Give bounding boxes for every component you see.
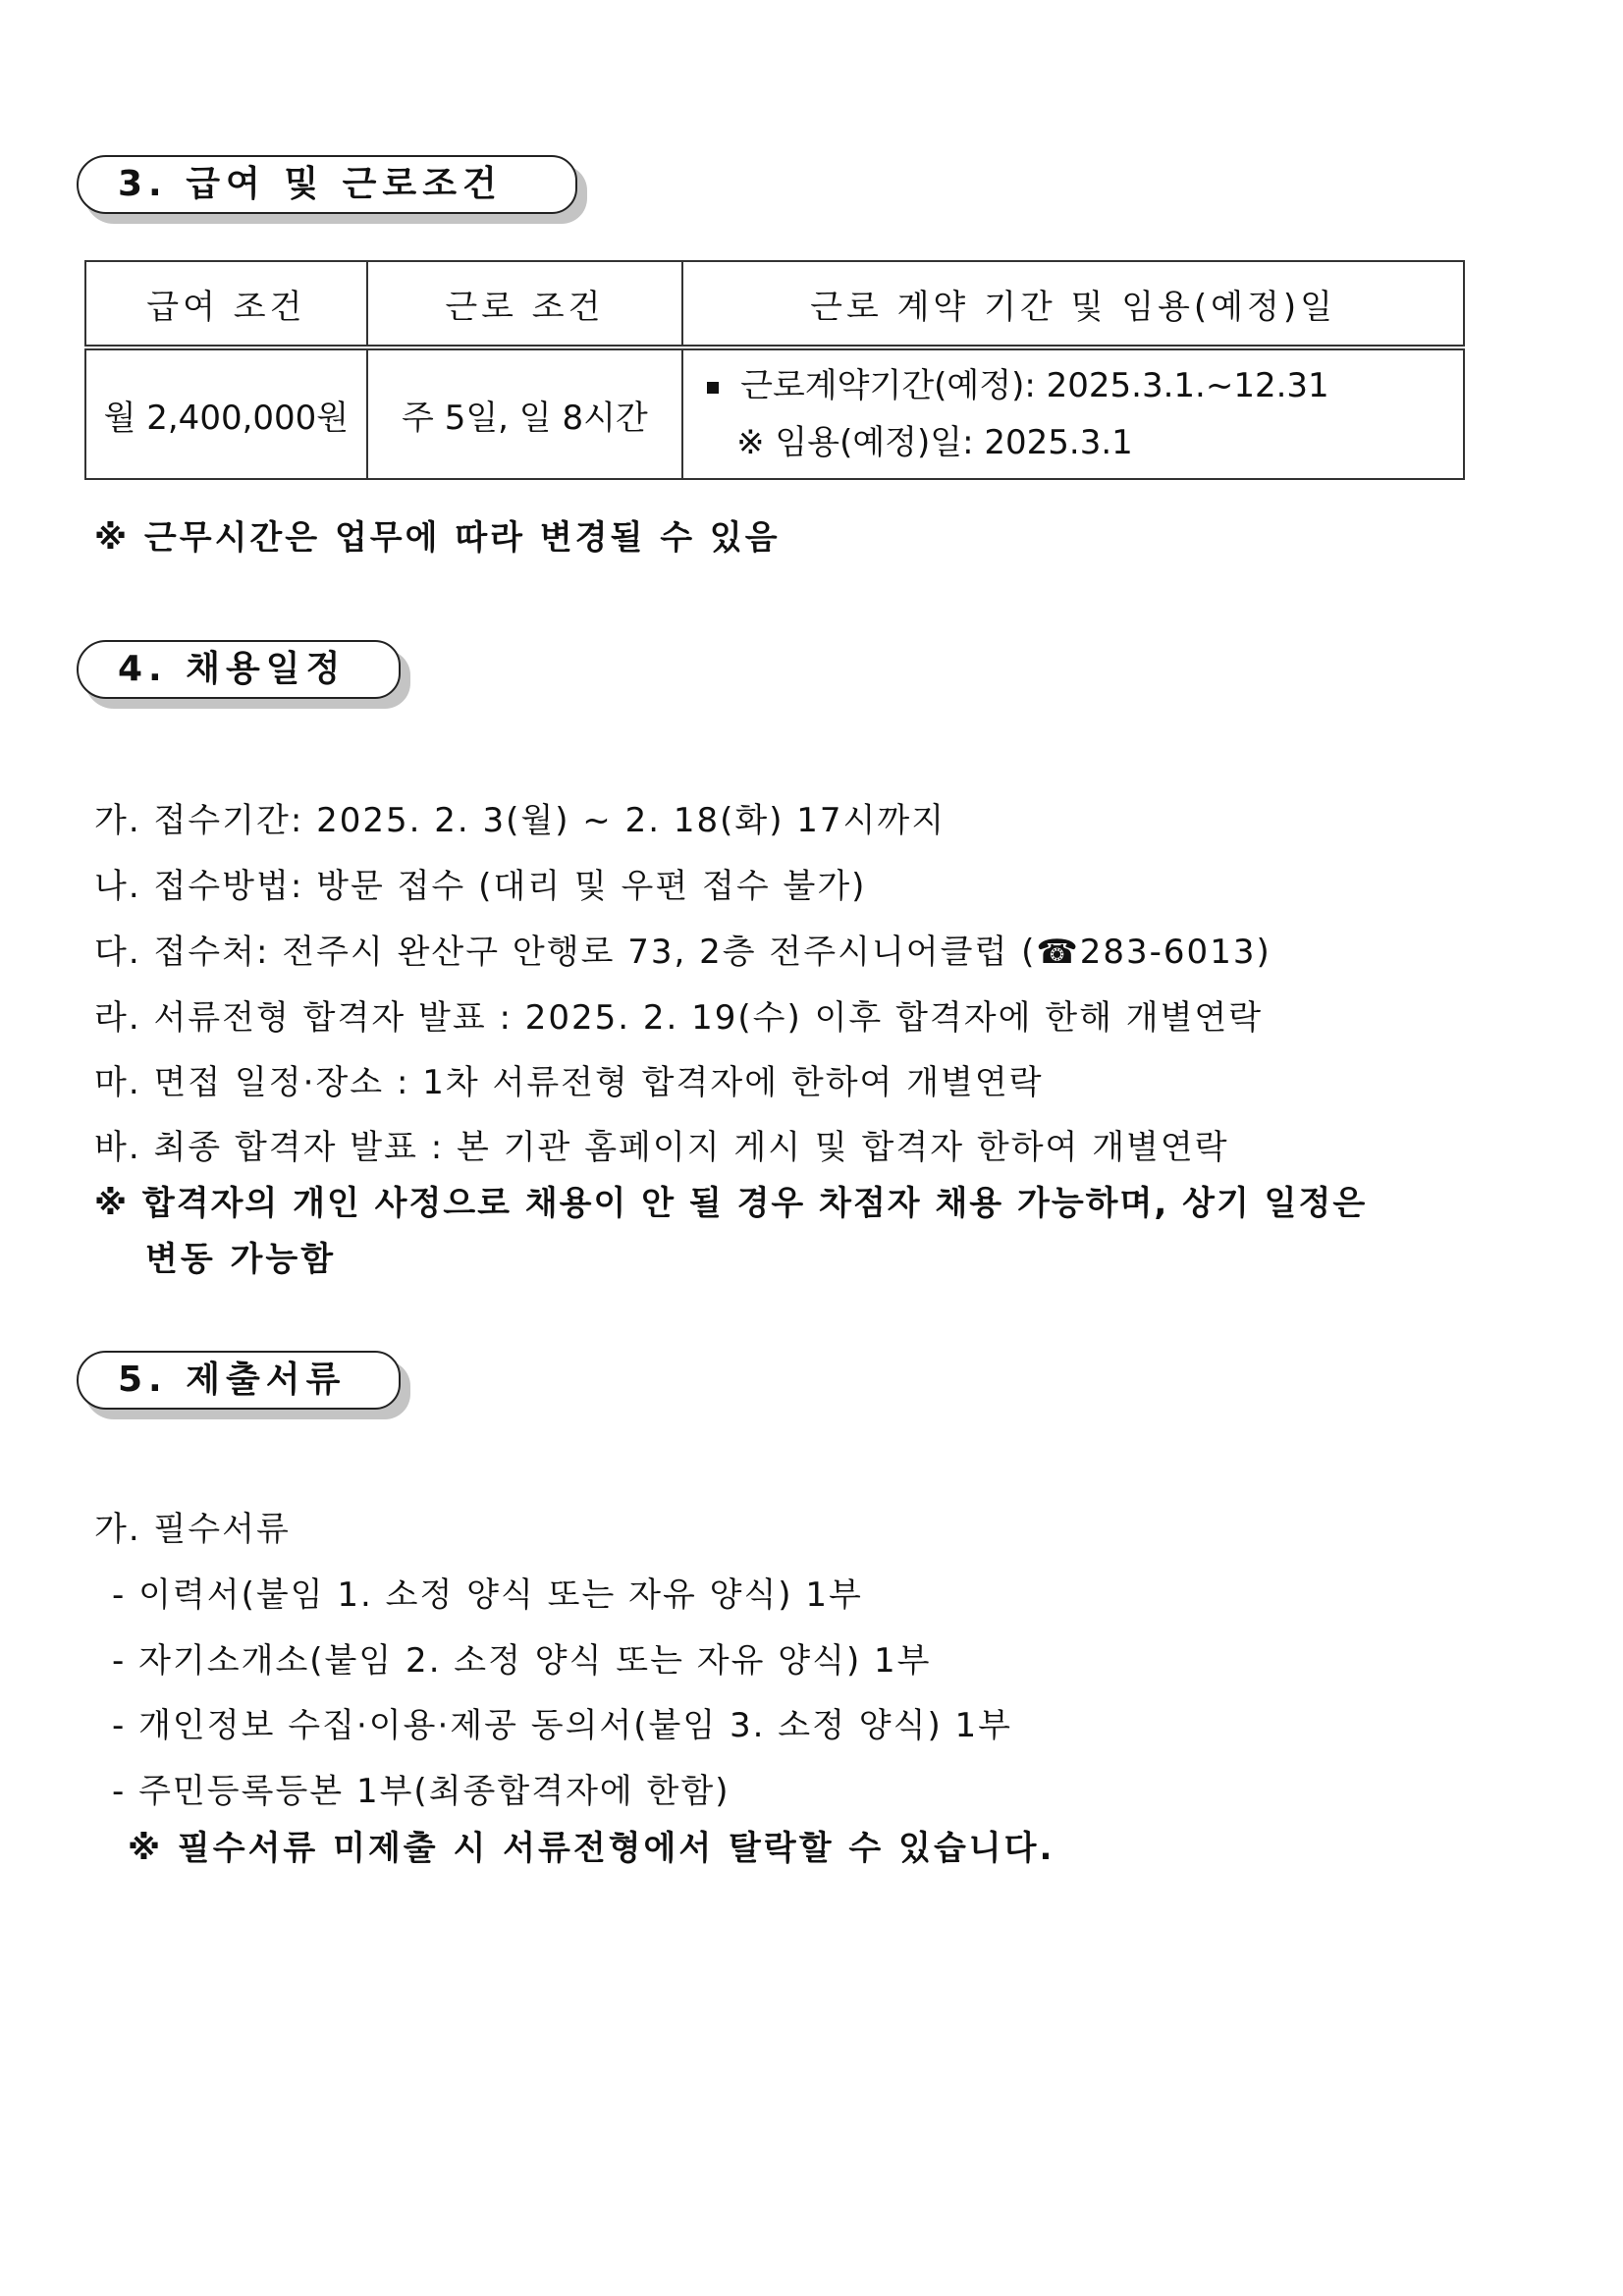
schedule-item: 마. 면접 일정·장소 : 1차 서류전형 합격자에 한하여 개별연락 xyxy=(94,1063,1044,1102)
salary-cell: 월 2,400,000원 xyxy=(85,347,367,479)
required-docs-note: ※ 필수서류 미제출 시 서류전형에서 탈락할 수 있습니다. xyxy=(128,1829,1055,1868)
schedule-item: 라. 서류전형 합격자 발표 : 2025. 2. 19(수) 이후 합격자에 한해 개별연락 xyxy=(94,998,1264,1038)
header-period: 근로 계약 기간 및 임용(예정)일 xyxy=(682,261,1464,347)
table-header-row xyxy=(85,261,1464,347)
section-5-header xyxy=(77,1351,401,1410)
square-bullet-icon xyxy=(707,382,719,394)
work-hours-note: ※ 근무시간은 업무에 따라 변경될 수 있음 xyxy=(94,518,781,558)
conditions-table xyxy=(84,260,1465,480)
period-cell xyxy=(682,347,1464,479)
section-3-header xyxy=(77,155,577,214)
list-item: - 이력서(붙임 1. 소정 양식 또는 자유 양식) 1부 xyxy=(112,1575,863,1615)
appointment-date-text: ※ 임용(예정)일: 2025.3.1 xyxy=(736,423,1133,462)
list-item: - 개인정보 수집·이용·제공 동의서(붙임 3. 소정 양식) 1부 xyxy=(112,1706,1013,1745)
schedule-item: 나. 접수방법: 방문 접수 (대리 및 우편 접수 불가) xyxy=(94,867,867,906)
period-line-1 xyxy=(707,357,1462,414)
section-4-header xyxy=(77,640,401,699)
list-item: - 자기소개소(붙임 2. 소정 양식 또는 자유 양식) 1부 xyxy=(112,1641,932,1681)
schedule-note-line-2: 변동 가능함 xyxy=(145,1240,337,1279)
schedule-note-line-1: ※ 합격자의 개인 사정으로 채용이 안 될 경우 차점자 채용 가능하며, 상기 일정은 xyxy=(94,1184,1368,1223)
section-4-title: 4. 채용일정 xyxy=(77,640,401,699)
schedule-item: 다. 접수처: 전주시 완산구 안행로 73, 2층 전주시니어클럽 (☎283-6013) xyxy=(94,933,1271,972)
header-salary: 급여 조건 xyxy=(85,261,367,347)
required-docs-subtitle: 가. 필수서류 xyxy=(94,1510,291,1549)
section-3-title: 3. 급여 및 근로조건 xyxy=(77,155,577,214)
schedule-item: 바. 최종 합격자 발표 : 본 기관 홈페이지 게시 및 합격자 한하여 개별연락 xyxy=(94,1128,1229,1167)
section-5-title: 5. 제출서류 xyxy=(77,1351,401,1410)
schedule-item: 가. 접수기간: 2025. 2. 3(월) ~ 2. 18(화) 17시까지 xyxy=(94,801,947,840)
list-item: - 주민등록등본 1부(최종합격자에 한함) xyxy=(112,1772,730,1811)
table-row xyxy=(85,347,1464,479)
work-cell: 주 5일, 일 8시간 xyxy=(367,347,682,479)
header-work: 근로 조건 xyxy=(367,261,682,347)
contract-period-text: 근로계약기간(예정): 2025.3.1.~12.31 xyxy=(740,366,1329,405)
